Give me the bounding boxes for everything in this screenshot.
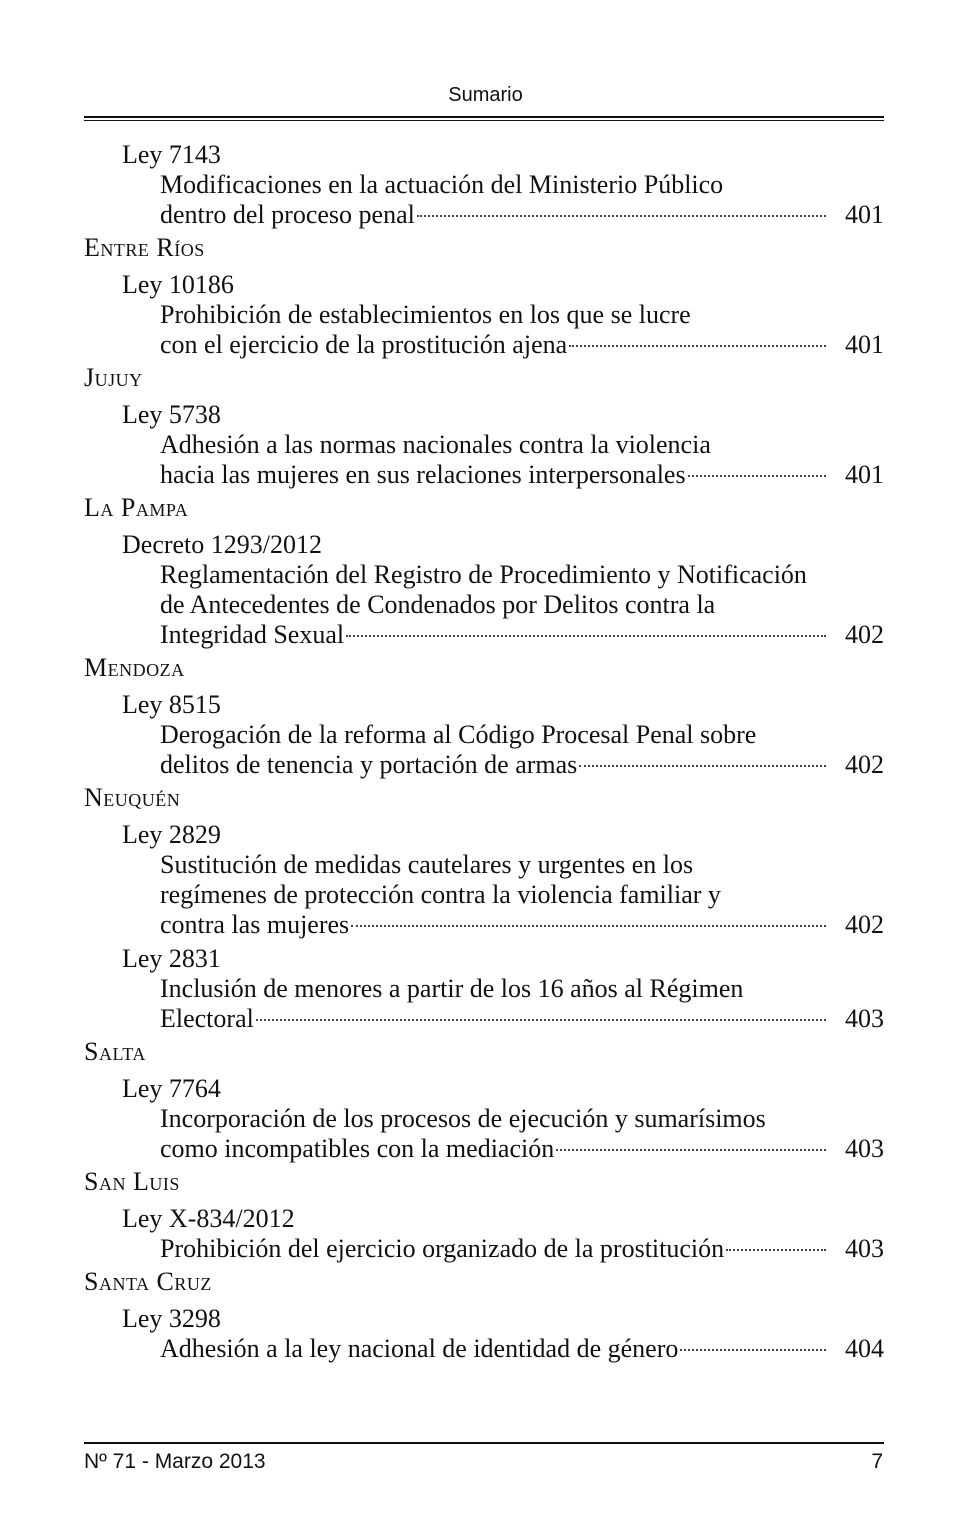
law-number: Ley X-834/2012: [122, 1204, 295, 1233]
toc-entry: [84, 820, 884, 940]
table-of-contents: [84, 136, 884, 1364]
entry-description: [84, 850, 884, 940]
toc-entry: [84, 400, 884, 490]
law-number: Ley 2829: [122, 820, 221, 849]
entry-line: [160, 330, 884, 360]
entry-line: Reglamentación del Registro de Procedimiento y Notificación: [160, 560, 807, 589]
section-heading: Jujuy: [84, 363, 143, 392]
entry-line: [160, 1134, 884, 1164]
entry-line: [160, 200, 884, 230]
entry-text: como incompatibles con la mediación: [160, 1134, 555, 1163]
page-number: 402: [845, 620, 884, 649]
law-number: Ley 10186: [122, 270, 234, 299]
law-number: Ley 7764: [122, 1074, 221, 1103]
entry-line: de Antecedentes de Condenados por Delitos contra la: [160, 590, 716, 619]
entry-text: dentro del proceso penal: [160, 200, 415, 229]
toc-entry: [84, 1074, 884, 1164]
entry-description: [84, 1234, 884, 1264]
section-heading: Neuquén: [84, 783, 181, 812]
page-number: 401: [845, 330, 884, 359]
entry-line: Sustitución de medidas cautelares y urgentes en los: [160, 850, 694, 879]
entry-text: hacia las mujeres en sus relaciones interpersonales: [160, 460, 686, 489]
entry-description: [84, 170, 884, 230]
page-number: 403: [845, 1234, 884, 1263]
dot-leader: [256, 1019, 826, 1021]
header-rule: [84, 116, 884, 118]
footer-page-number: 7: [871, 1450, 883, 1473]
entry-description: [84, 974, 884, 1034]
page-number: 402: [845, 910, 884, 939]
section-heading: Entre Ríos: [84, 233, 205, 262]
entry-line: [160, 1234, 884, 1264]
toc-entry: [84, 140, 884, 230]
entry-line: Inclusión de menores a partir de los 16 años al Régimen: [160, 974, 744, 1003]
toc-entry: [84, 944, 884, 1034]
toc-entry: [84, 270, 884, 360]
entry-text: Electoral: [160, 1004, 254, 1033]
entry-text: Prohibición del ejercicio organizado de la prostitución: [160, 1234, 725, 1263]
section-heading: La Pampa: [84, 493, 189, 522]
entry-line: [160, 1004, 884, 1034]
page-number: 401: [845, 200, 884, 229]
page-number: 404: [845, 1334, 884, 1363]
header-rule-thin: [84, 120, 884, 121]
law-number: Ley 2831: [122, 944, 221, 973]
law-number: Ley 5738: [122, 400, 221, 429]
dot-leader: [569, 345, 826, 347]
dot-leader: [579, 765, 826, 767]
dot-leader: [346, 635, 826, 637]
entry-line: Modificaciones en la actuación del Ministerio Público: [160, 170, 724, 199]
footer-issue: Nº 71 - Marzo 2013: [84, 1450, 266, 1473]
entry-line: Derogación de la reforma al Código Procesal Penal sobre: [160, 720, 757, 749]
page-number: 403: [845, 1134, 884, 1163]
law-number: Ley 7143: [122, 140, 221, 169]
entry-text: Adhesión a la ley nacional de identidad de género: [160, 1334, 679, 1363]
entry-line: Prohibición de establecimientos en los que se lucre: [160, 300, 691, 329]
toc-entry: [84, 530, 884, 650]
toc-entry: [84, 1304, 884, 1364]
entry-description: [84, 430, 884, 490]
section-heading: Salta: [84, 1037, 146, 1066]
dot-leader: [417, 215, 826, 217]
dot-leader: [688, 475, 826, 477]
entry-line: Incorporación de los procesos de ejecución y sumarísimos: [160, 1104, 766, 1133]
entry-text: contra las mujeres: [160, 910, 350, 939]
section-heading: San Luis: [84, 1167, 180, 1196]
entry-description: [84, 560, 884, 650]
entry-line: [160, 1334, 884, 1364]
footer-rule: [84, 1442, 884, 1444]
page-number: 403: [845, 1004, 884, 1033]
entry-description: [84, 1104, 884, 1164]
dot-leader: [680, 1349, 826, 1351]
dot-leader: [351, 925, 826, 927]
entry-line: Adhesión a las normas nacionales contra la violencia: [160, 430, 711, 459]
page-header-title: Sumario: [448, 84, 523, 106]
entry-description: [84, 720, 884, 780]
entry-description: [84, 1334, 884, 1364]
law-number: Ley 3298: [122, 1304, 221, 1333]
law-number: Ley 8515: [122, 690, 221, 719]
entry-description: [84, 300, 884, 360]
page-number: 402: [845, 750, 884, 779]
entry-line: [160, 620, 884, 650]
toc-entry: [84, 690, 884, 780]
entry-text: con el ejercicio de la prostitución ajena: [160, 330, 568, 359]
section-heading: Mendoza: [84, 653, 185, 682]
law-number: Decreto 1293/2012: [122, 530, 323, 559]
entry-text: delitos de tenencia y portación de armas: [160, 750, 578, 779]
entry-line: regímenes de protección contra la violencia familiar y: [160, 880, 721, 909]
section-heading: Santa Cruz: [84, 1267, 212, 1296]
entry-line: [160, 910, 884, 940]
entry-line: [160, 750, 884, 780]
dot-leader: [556, 1149, 826, 1151]
dot-leader: [726, 1249, 826, 1251]
toc-entry: [84, 1204, 884, 1264]
entry-text: Integridad Sexual: [160, 620, 345, 649]
entry-line: [160, 460, 884, 490]
page-number: 401: [845, 460, 884, 489]
